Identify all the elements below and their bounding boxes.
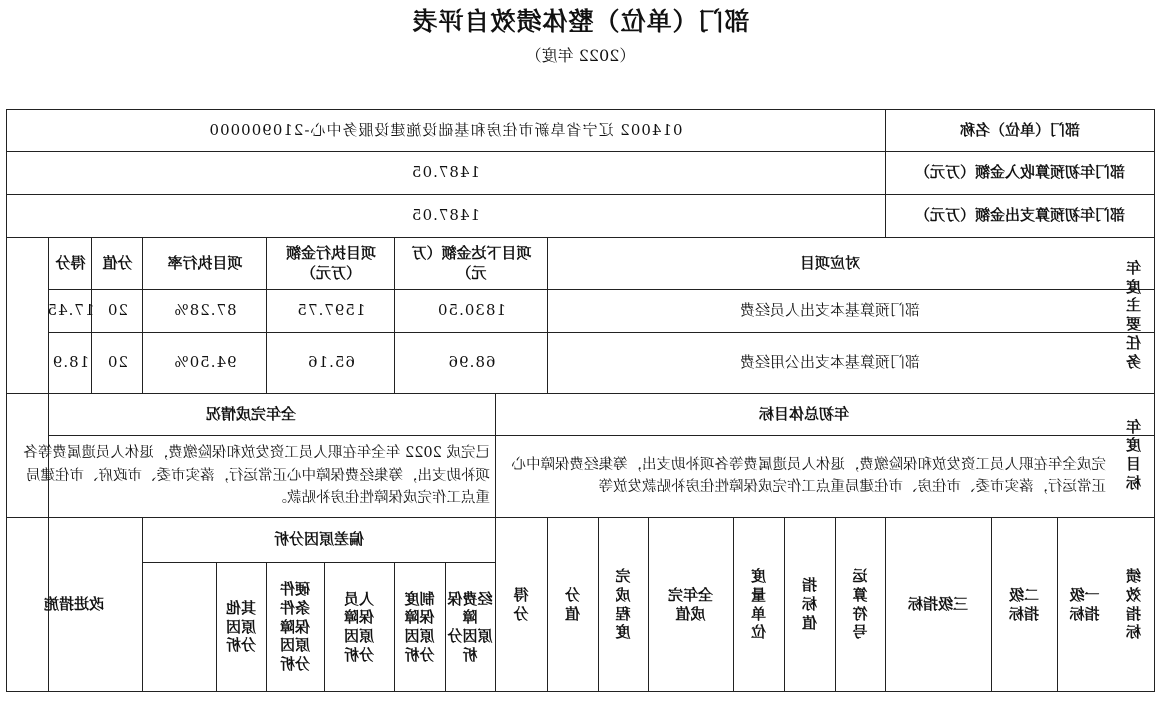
target-header: 指 标 值 [802,576,818,632]
col-rate: 项目执行率 [167,253,243,272]
col-budget: 项目下达金额（万元） [411,243,532,282]
deviation-funding: 经费保障 原因分析 [447,589,493,664]
initial-goal-label: 年初总体目标 [759,404,850,423]
goals-side-char: 年 [1126,417,1142,436]
operator-header: 运 算 符 号 [852,567,868,642]
task-row-project: 部门预算基本支出公用经费 [740,353,921,372]
tasks-side-char: 务 [1126,352,1142,371]
task-row-score: 17.45 [46,301,95,320]
page-subtitle: （2022 年度） [525,46,636,65]
actual-header: 全年完 成值 [668,585,714,623]
indicators-side-label [1112,517,1155,692]
completion-header: 完 成 程 度 [615,567,631,642]
income-label: 部门年初预算收入金额（万元） [915,163,1126,182]
level2-header: 二级 指标 [1009,585,1040,623]
dept-name-label: 部门（单位）名称 [960,121,1081,140]
deviation-header: 偏差原因分析 [274,530,365,549]
completion-text: 已完成 2022 年全年在职人员工资发放和保险缴费，退休人员遗属费等各项补助支出，筹集经费保障中心正常运行，落实市委、市政府、市住建局重点工作完成保障性住房补贴款。 [23,445,490,507]
task-row-budget: 68.96 [447,353,496,372]
task-row-weight: 20 [106,353,129,372]
col-score: 得分 [55,253,86,272]
task-row-rate: 94.50% [173,353,237,372]
income-value: 1487.05 [410,163,481,182]
dept-name-value: 014002 辽宁省阜新市住房和基础设施建设服务中心-210900000 [208,121,683,140]
unit-header: 度 量 单 位 [751,567,767,642]
improvement-header: 改进措施 [44,595,105,614]
deviation-hardware: 硬件 条件 保障 原因 分析 [280,580,311,674]
tasks-side-label [1112,237,1155,393]
indicators-side-char: 效 [1126,585,1142,604]
indicators-side-char: 绩 [1126,567,1142,585]
col-project: 对应项目 [800,253,861,272]
goals-side-char: 标 [1126,473,1142,492]
tasks-side-char: 要 [1126,315,1142,333]
task-row-budget: 1830.50 [436,301,507,320]
deviation-system: 制度 保障 原因 分析 [404,589,435,664]
task-row-executed: 65.16 [307,353,355,372]
tasks-side-char: 主 [1126,296,1142,315]
score-header: 得 分 [513,585,529,623]
tasks-side-char: 年 [1126,258,1142,277]
goals-side-label [1112,393,1155,517]
deviation-staff: 人员 保障 原因 分析 [344,589,375,664]
task-row-score: 18.9 [51,353,90,372]
task-row-executed: 1597.75 [296,301,366,320]
page-title: 部门（单位）整体绩效自评表 [411,7,750,36]
col-executed: 项目执行金额（万元） [286,243,377,282]
task-row-rate: 87.28% [173,301,237,320]
deviation-other: 其他 原因 分析 [226,598,257,655]
task-row-weight: 20 [106,301,129,320]
weight-header: 分 值 [565,585,581,623]
completion-label: 全年完成情况 [206,404,297,423]
goals-side-char: 度 [1126,436,1142,455]
indicators-side-char: 标 [1126,623,1142,642]
level3-header: 三级指标 [908,595,969,614]
expense-value: 1487.05 [410,206,481,225]
initial-goal-text: 完成全年在职人员工资发放和保险缴费，退休人员遗属费等各项补助支出，筹集经费保障中心正常运行，落实市委、市住房、市住建局重点工作完成保障性住房补贴款发放等 [511,456,1106,495]
tasks-side-char: 度 [1126,277,1142,296]
task-row-project: 部门预算基本支出人员经费 [740,301,921,320]
indicators-side-char: 指 [1126,604,1142,623]
col-weight: 分值 [102,253,133,272]
goals-side-char: 目 [1126,455,1142,473]
expense-label: 部门年初预算支出金额（万元） [915,206,1126,225]
level1-header: 一级 指标 [1069,585,1100,623]
tasks-side-char: 任 [1126,333,1142,352]
